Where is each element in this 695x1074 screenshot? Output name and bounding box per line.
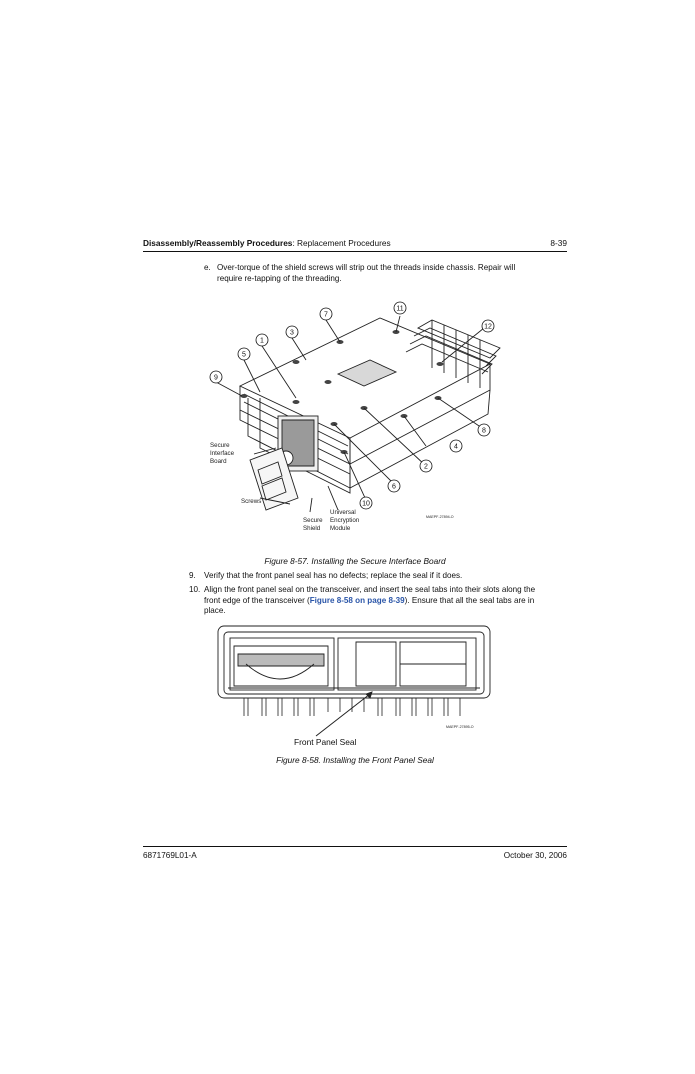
art-id-57: MAEPF-27894-O — [426, 515, 454, 519]
figure-8-57-illustration — [200, 298, 510, 538]
label-uem-1: Universal — [330, 509, 356, 516]
header-section-rest: : Replacement Procedures — [292, 238, 391, 248]
step-10-line2-pre: front edge of the transceiver ( — [204, 595, 310, 605]
callout-2 — [420, 460, 432, 472]
svg-text:8: 8 — [482, 427, 486, 435]
label-front-panel-seal: Front Panel Seal — [294, 737, 357, 747]
step-10 — [189, 585, 579, 619]
label-secure-shield-2: Shield — [303, 525, 321, 532]
step-10-line2-post: ). Ensure that all the seal tabs are in — [404, 595, 535, 605]
callout-10 — [360, 497, 372, 509]
step-9 — [189, 571, 574, 583]
header-section-bold: Disassembly/Reassembly Procedures — [143, 238, 293, 248]
svg-text:12: 12 — [484, 323, 492, 331]
footer-rule — [143, 846, 567, 847]
callout-11 — [394, 302, 406, 314]
figure-8-57-caption: Figure 8-57. Installing the Secure Interface Board — [264, 556, 446, 566]
callout-12 — [482, 320, 494, 332]
callout-8 — [478, 424, 490, 436]
label-screws: Screws — [241, 498, 262, 505]
label-secure-interface-1: Secure — [210, 442, 230, 449]
callout-5 — [238, 348, 250, 360]
label-secure-interface-3: Board — [210, 458, 227, 465]
svg-text:1: 1 — [260, 337, 264, 345]
svg-text:3: 3 — [290, 329, 294, 337]
step-e-line2: require re-tapping of the threading. — [217, 273, 342, 283]
svg-text:5: 5 — [242, 351, 246, 359]
svg-text:10: 10 — [362, 500, 370, 508]
callout-1 — [256, 334, 268, 346]
step-9-number: 9. — [189, 571, 196, 580]
figure-8-58-caption: Figure 8-58. Installing the Front Panel Seal — [276, 755, 434, 765]
figure-8-58-illustration — [216, 624, 494, 750]
header-section — [143, 238, 391, 248]
footer-doc-number: 6871769L01-A — [143, 851, 197, 860]
header-page-number: 8-39 — [550, 238, 567, 248]
callout-7 — [320, 308, 332, 320]
label-uem-2: Encryption — [330, 517, 360, 524]
svg-text:6: 6 — [392, 483, 396, 491]
step-10-number: 10. — [189, 585, 201, 594]
art-id-58: MAEPF-27895-O — [446, 725, 474, 729]
svg-text:2: 2 — [424, 463, 428, 471]
header-rule — [143, 251, 567, 252]
svg-text:4: 4 — [454, 443, 458, 451]
step-10-line3: place. — [204, 606, 226, 616]
callout-3 — [286, 326, 298, 338]
step-10-line1: Align the front panel seal on the transceiver, and insert the seal tabs into their slots along the — [204, 585, 536, 594]
callout-6 — [388, 480, 400, 492]
label-uem-3: Module — [330, 525, 351, 532]
label-secure-interface-2: Interface — [210, 450, 235, 457]
page-header — [143, 238, 567, 248]
step-e-line1: Over-torque of the shield screws will strip out the threads inside chassis. Repair will — [217, 263, 516, 272]
svg-text:7: 7 — [324, 311, 328, 319]
step-e — [204, 263, 574, 287]
step-e-marker: e. — [204, 263, 211, 272]
footer-date: October 30, 2006 — [503, 851, 567, 860]
figure-8-58-link[interactable]: Figure 8-58 on page 8-39 — [309, 595, 405, 605]
label-secure-shield-1: Secure — [303, 517, 323, 524]
svg-text:9: 9 — [214, 374, 218, 382]
callout-4 — [450, 440, 462, 452]
svg-text:11: 11 — [396, 305, 404, 313]
callout-9 — [210, 371, 222, 383]
step-9-text: Verify that the front panel seal has no defects; replace the seal if it does. — [204, 571, 463, 580]
